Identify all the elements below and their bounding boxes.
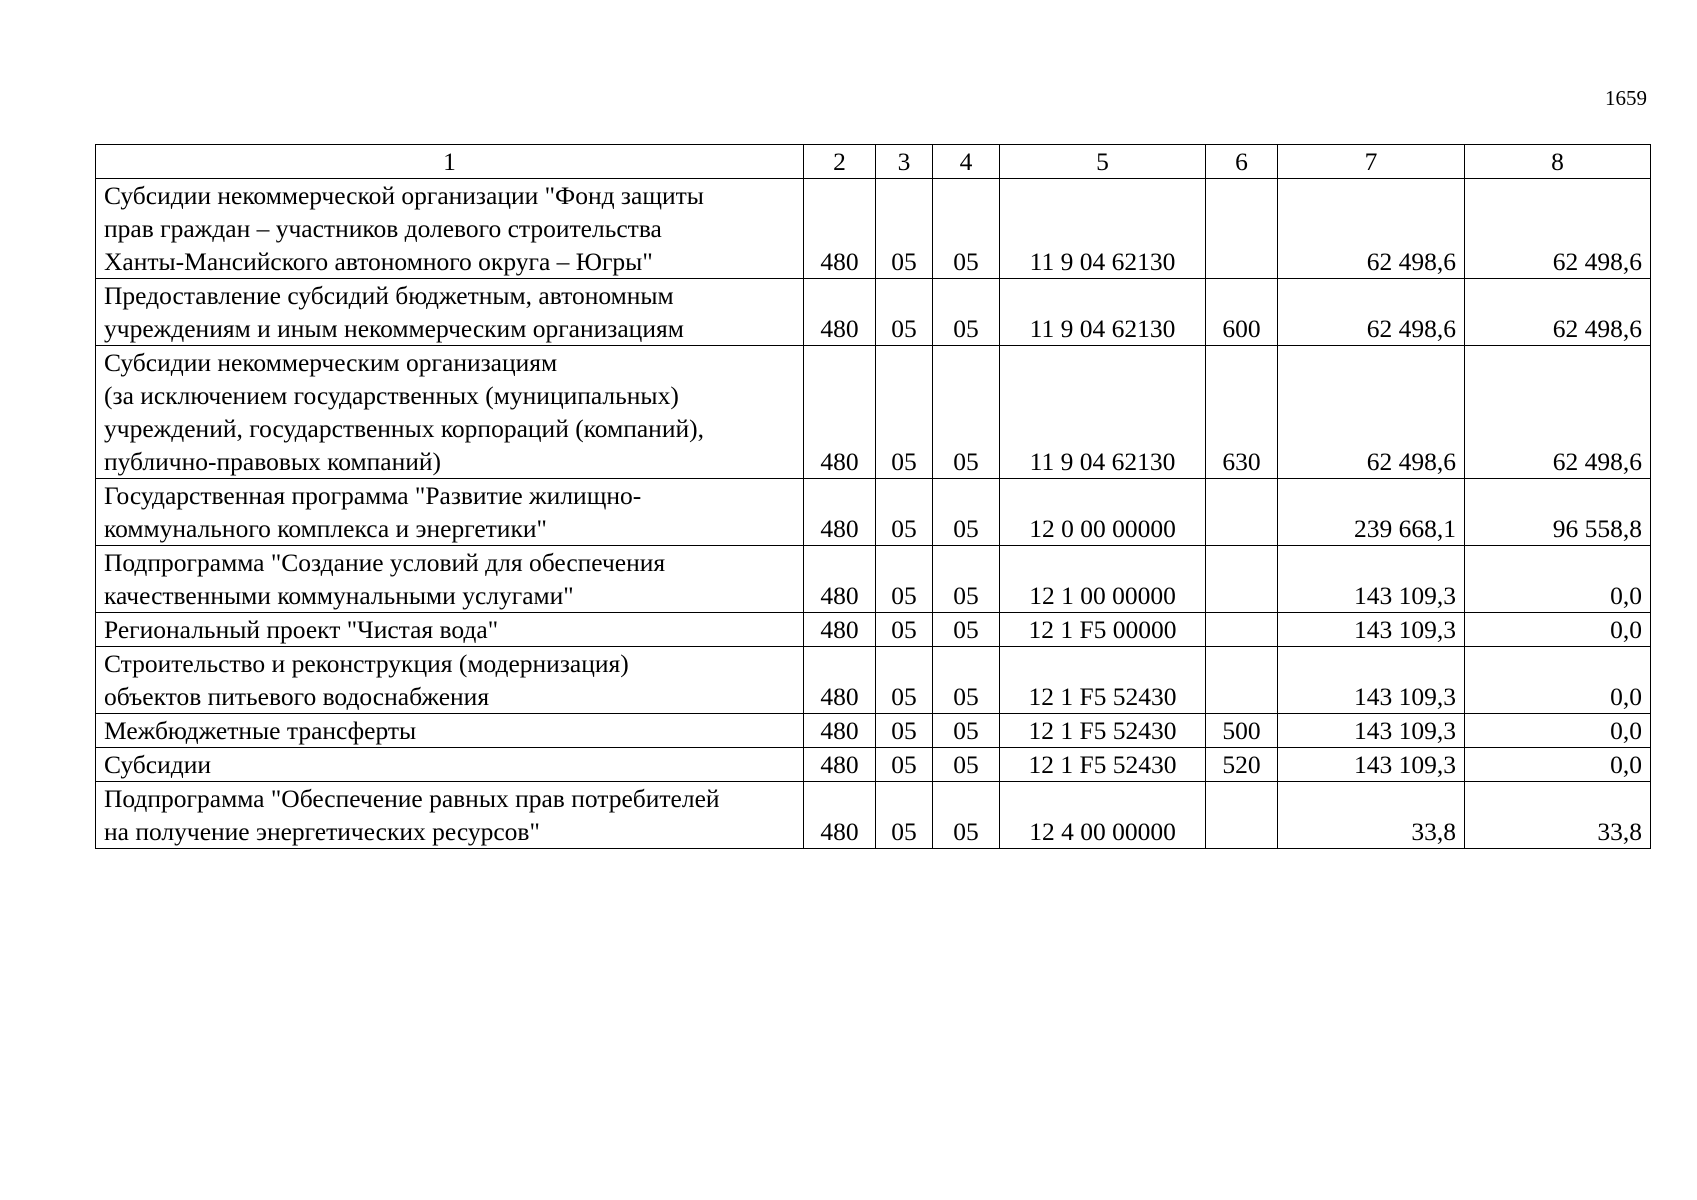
- ministry-code-cell: 480: [804, 714, 876, 748]
- section-code-cell: 05: [876, 782, 933, 849]
- table-row: [96, 279, 1651, 346]
- amount-col7-cell: 62 498,6: [1278, 346, 1465, 479]
- subsection-code-cell: 05: [933, 647, 1000, 714]
- section-code-cell: 05: [876, 748, 933, 782]
- subsection-code-cell: 05: [933, 748, 1000, 782]
- column-header: 5: [1000, 145, 1206, 179]
- table-row: [96, 782, 1651, 849]
- table-row: [96, 647, 1651, 714]
- table-row: [96, 546, 1651, 613]
- amount-col7-cell: 62 498,6: [1278, 279, 1465, 346]
- item-name-cell: Государственная программа "Развитие жилищно- коммунального комплекса и энергетики": [96, 479, 804, 546]
- amount-col7-cell: 143 109,3: [1278, 748, 1465, 782]
- subsection-code-cell: 05: [933, 714, 1000, 748]
- target-article-cell: 12 4 00 00000: [1000, 782, 1206, 849]
- item-name-cell: Субсидии некоммерческой организации "Фонд защиты прав граждан – участников долевого строительства Ханты-Мансийского автономного округа – Югры": [96, 179, 804, 279]
- subsection-code-cell: 05: [933, 782, 1000, 849]
- amount-col8-cell: 0,0: [1465, 714, 1651, 748]
- table-body: [96, 179, 1651, 849]
- amount-col8-cell: 0,0: [1465, 613, 1651, 647]
- item-name-cell: Подпрограмма "Обеспечение равных прав потребителей на получение энергетических ресурсов": [96, 782, 804, 849]
- section-code-cell: 05: [876, 179, 933, 279]
- amount-col8-cell: 0,0: [1465, 647, 1651, 714]
- subsection-code-cell: 05: [933, 613, 1000, 647]
- target-article-cell: 12 1 F5 52430: [1000, 748, 1206, 782]
- section-code-cell: 05: [876, 479, 933, 546]
- subsection-code-cell: 05: [933, 546, 1000, 613]
- ministry-code-cell: 480: [804, 179, 876, 279]
- subsection-code-cell: 05: [933, 346, 1000, 479]
- subsection-code-cell: 05: [933, 279, 1000, 346]
- ministry-code-cell: 480: [804, 546, 876, 613]
- subsection-code-cell: 05: [933, 479, 1000, 546]
- target-article-cell: 12 1 F5 52430: [1000, 714, 1206, 748]
- column-header: 7: [1278, 145, 1465, 179]
- expense-type-cell: [1206, 479, 1278, 546]
- ministry-code-cell: 480: [804, 479, 876, 546]
- ministry-code-cell: 480: [804, 279, 876, 346]
- table-row: [96, 179, 1651, 279]
- item-name-cell: Предоставление субсидий бюджетным, автономным учреждениям и иным некоммерческим организациям: [96, 279, 804, 346]
- ministry-code-cell: 480: [804, 748, 876, 782]
- table-row: [96, 346, 1651, 479]
- amount-col8-cell: 62 498,6: [1465, 346, 1651, 479]
- expense-type-cell: [1206, 613, 1278, 647]
- expense-type-cell: 520: [1206, 748, 1278, 782]
- column-header: 3: [876, 145, 933, 179]
- target-article-cell: 11 9 04 62130: [1000, 346, 1206, 479]
- table-header-row: [96, 145, 1651, 179]
- table-row: [96, 479, 1651, 546]
- section-code-cell: 05: [876, 613, 933, 647]
- target-article-cell: 11 9 04 62130: [1000, 279, 1206, 346]
- amount-col7-cell: 33,8: [1278, 782, 1465, 849]
- ministry-code-cell: 480: [804, 647, 876, 714]
- column-header: 8: [1465, 145, 1651, 179]
- expense-type-cell: 600: [1206, 279, 1278, 346]
- section-code-cell: 05: [876, 279, 933, 346]
- target-article-cell: 12 1 00 00000: [1000, 546, 1206, 613]
- item-name-cell: Региональный проект "Чистая вода": [96, 613, 804, 647]
- ministry-code-cell: 480: [804, 346, 876, 479]
- amount-col7-cell: 239 668,1: [1278, 479, 1465, 546]
- expense-type-cell: 500: [1206, 714, 1278, 748]
- amount-col7-cell: 143 109,3: [1278, 613, 1465, 647]
- budget-table: [95, 144, 1651, 849]
- amount-col7-cell: 143 109,3: [1278, 714, 1465, 748]
- expense-type-cell: [1206, 647, 1278, 714]
- expense-type-cell: [1206, 179, 1278, 279]
- section-code-cell: 05: [876, 647, 933, 714]
- column-header: 2: [804, 145, 876, 179]
- section-code-cell: 05: [876, 714, 933, 748]
- section-code-cell: 05: [876, 346, 933, 479]
- amount-col8-cell: 0,0: [1465, 748, 1651, 782]
- amount-col8-cell: 62 498,6: [1465, 279, 1651, 346]
- table-row: [96, 748, 1651, 782]
- item-name-cell: Подпрограмма "Создание условий для обеспечения качественными коммунальными услугами": [96, 546, 804, 613]
- column-header: 4: [933, 145, 1000, 179]
- table-row: [96, 613, 1651, 647]
- amount-col8-cell: 0,0: [1465, 546, 1651, 613]
- expense-type-cell: [1206, 546, 1278, 613]
- ministry-code-cell: 480: [804, 613, 876, 647]
- column-header: 6: [1206, 145, 1278, 179]
- target-article-cell: 12 0 00 00000: [1000, 479, 1206, 546]
- amount-col8-cell: 96 558,8: [1465, 479, 1651, 546]
- item-name-cell: Субсидии некоммерческим организациям (за исключением государственных (муниципальных) учреждений, государственных корпораций (компаний), публично-правовых компаний): [96, 346, 804, 479]
- item-name-cell: Строительство и реконструкция (модернизация) объектов питьевого водоснабжения: [96, 647, 804, 714]
- expense-type-cell: [1206, 782, 1278, 849]
- table-row: [96, 714, 1651, 748]
- page-number: 1659: [1605, 86, 1647, 110]
- ministry-code-cell: 480: [804, 782, 876, 849]
- target-article-cell: 12 1 F5 52430: [1000, 647, 1206, 714]
- column-header: 1: [96, 145, 804, 179]
- amount-col8-cell: 33,8: [1465, 782, 1651, 849]
- amount-col7-cell: 143 109,3: [1278, 647, 1465, 714]
- target-article-cell: 11 9 04 62130: [1000, 179, 1206, 279]
- amount-col7-cell: 143 109,3: [1278, 546, 1465, 613]
- amount-col7-cell: 62 498,6: [1278, 179, 1465, 279]
- item-name-cell: Субсидии: [96, 748, 804, 782]
- target-article-cell: 12 1 F5 00000: [1000, 613, 1206, 647]
- amount-col8-cell: 62 498,6: [1465, 179, 1651, 279]
- item-name-cell: Межбюджетные трансферты: [96, 714, 804, 748]
- expense-type-cell: 630: [1206, 346, 1278, 479]
- section-code-cell: 05: [876, 546, 933, 613]
- subsection-code-cell: 05: [933, 179, 1000, 279]
